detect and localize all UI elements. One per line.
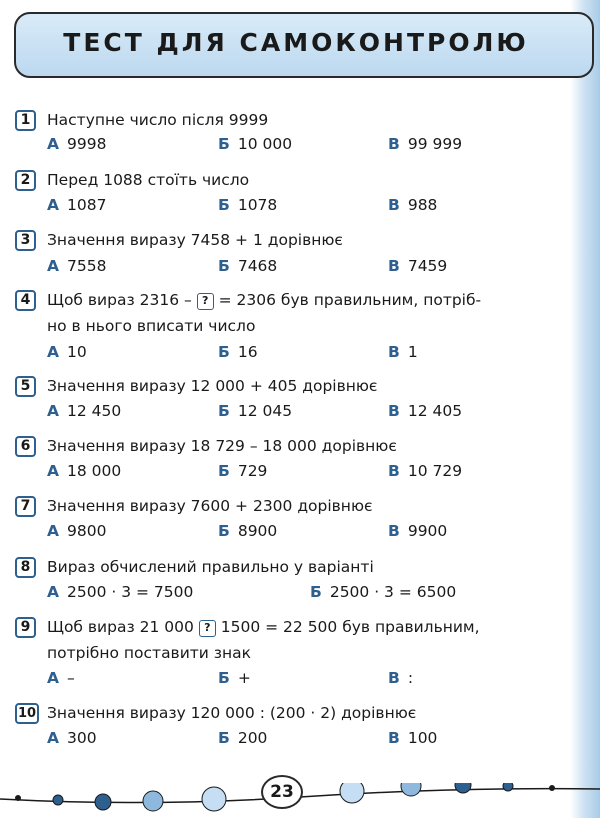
footer-dot bbox=[202, 787, 226, 811]
question-text bbox=[47, 287, 577, 339]
answer-value: + bbox=[237, 669, 251, 687]
answer-letter: Б bbox=[218, 522, 230, 540]
question-text-after: = 2306 був правильним, потріб- bbox=[218, 291, 482, 309]
answer-c[interactable] bbox=[388, 135, 462, 153]
answer-value: 9900 bbox=[407, 522, 448, 540]
question-text-before: Щоб вираз 2316 – bbox=[47, 291, 192, 309]
answer-letter: Б bbox=[310, 583, 322, 601]
answer-a[interactable] bbox=[47, 669, 75, 687]
footer-dot bbox=[401, 783, 421, 796]
question-text: Значення виразу 12 000 + 405 дорівнює bbox=[47, 377, 378, 395]
answer-value: 12 045 bbox=[237, 402, 293, 420]
answer-c[interactable] bbox=[388, 402, 462, 420]
answer-letter: Б bbox=[218, 196, 230, 214]
question-text: Вираз обчислений правильно у варіанті bbox=[47, 558, 374, 576]
answer-letter: Б bbox=[218, 729, 230, 747]
answer-value: 7558 bbox=[67, 257, 107, 275]
question-number: 9 bbox=[15, 617, 36, 638]
question-number: 5 bbox=[15, 376, 36, 397]
answer-letter: В bbox=[388, 196, 400, 214]
answer-letter: В bbox=[388, 669, 400, 687]
answer-value: 12 450 bbox=[67, 402, 122, 420]
answer-c[interactable] bbox=[388, 669, 413, 687]
answer-b[interactable] bbox=[218, 402, 292, 420]
question-number: 2 bbox=[15, 170, 36, 191]
title-banner bbox=[14, 12, 594, 78]
answer-value: 2500 · 3 = 7500 bbox=[67, 583, 194, 601]
answer-a[interactable] bbox=[47, 402, 121, 420]
answer-letter: А bbox=[47, 522, 59, 540]
missing-sign-box: ? bbox=[199, 620, 216, 637]
answer-c[interactable] bbox=[388, 522, 447, 540]
question-text: Наступне число після 9999 bbox=[47, 111, 269, 129]
answer-letter: В bbox=[388, 522, 400, 540]
footer-dot bbox=[143, 791, 163, 811]
question-text-line2: потрібно поставити знак bbox=[47, 644, 252, 662]
question-text-after: 1500 = 22 500 був правильним, bbox=[220, 618, 480, 636]
answer-letter: А bbox=[47, 196, 59, 214]
question-text-before: Щоб вираз 21 000 bbox=[47, 618, 194, 636]
answer-value: 7459 bbox=[407, 257, 448, 275]
answer-value: 10 000 bbox=[237, 135, 293, 153]
question-number: 10 bbox=[15, 703, 39, 724]
answer-b[interactable] bbox=[218, 343, 258, 361]
answer-b[interactable] bbox=[218, 669, 251, 687]
question-text: Значення виразу 18 729 – 18 000 дорівнює bbox=[47, 437, 397, 455]
answer-letter: А bbox=[47, 402, 59, 420]
answer-a[interactable] bbox=[47, 583, 193, 601]
answer-letter: Б bbox=[218, 402, 230, 420]
answer-value: : bbox=[407, 669, 414, 687]
answer-letter: Б bbox=[218, 669, 230, 687]
answer-a[interactable] bbox=[47, 522, 106, 540]
answer-value: 100 bbox=[407, 729, 438, 747]
answer-b[interactable] bbox=[218, 522, 277, 540]
answer-value: 9998 bbox=[67, 135, 107, 153]
footer-dot bbox=[340, 783, 364, 803]
answer-letter: В bbox=[388, 343, 400, 361]
answer-value: 988 bbox=[407, 196, 438, 214]
answer-b[interactable] bbox=[310, 583, 456, 601]
question-text: Перед 1088 стоїть число bbox=[47, 171, 250, 189]
answer-value: 10 729 bbox=[407, 462, 463, 480]
footer-dot bbox=[95, 794, 111, 810]
question-number: 8 bbox=[15, 557, 36, 578]
question-number: 4 bbox=[15, 290, 36, 311]
footer-dot bbox=[549, 785, 555, 791]
answer-letter: Б bbox=[218, 257, 230, 275]
answer-letter: Б bbox=[218, 135, 230, 153]
answer-value: 1 bbox=[407, 343, 418, 361]
question-text bbox=[47, 614, 577, 666]
answer-letter: А bbox=[47, 462, 59, 480]
answer-value: 8900 bbox=[237, 522, 278, 540]
answer-value: 1078 bbox=[237, 196, 278, 214]
answer-value: 2500 · 3 = 6500 bbox=[329, 583, 457, 601]
page-number: 23 bbox=[261, 775, 303, 809]
answer-value: 7468 bbox=[237, 257, 278, 275]
answer-letter: В bbox=[388, 729, 400, 747]
answer-letter: В bbox=[388, 462, 400, 480]
footer-dot bbox=[455, 783, 471, 793]
answer-value: 200 bbox=[237, 729, 268, 747]
answer-a[interactable] bbox=[47, 196, 106, 214]
answer-value: 10 bbox=[67, 343, 87, 361]
answer-letter: А bbox=[47, 669, 59, 687]
answer-value: 99 999 bbox=[407, 135, 463, 153]
answer-c[interactable] bbox=[388, 462, 462, 480]
answer-a[interactable] bbox=[47, 729, 97, 747]
answer-c[interactable] bbox=[388, 196, 437, 214]
footer-dot bbox=[53, 795, 63, 805]
answer-b[interactable] bbox=[218, 196, 277, 214]
answer-a[interactable] bbox=[47, 135, 106, 153]
answer-letter: А bbox=[47, 135, 59, 153]
page-title: ТЕСТ ДЛЯ САМОКОНТРОЛЮ bbox=[63, 28, 529, 57]
answer-c[interactable] bbox=[388, 343, 418, 361]
answer-b[interactable] bbox=[218, 135, 292, 153]
answer-value: 18 000 bbox=[67, 462, 122, 480]
answer-letter: А bbox=[47, 257, 59, 275]
answer-value: 300 bbox=[67, 729, 97, 747]
question-text-line2: но в нього вписати число bbox=[47, 317, 256, 335]
answer-letter: А bbox=[47, 583, 59, 601]
answer-letter: В bbox=[388, 135, 400, 153]
question-text: Значення виразу 7600 + 2300 дорівнює bbox=[47, 497, 373, 515]
answer-letter: А bbox=[47, 343, 59, 361]
question-text: Значення виразу 120 000 : (200 · 2) дорівнює bbox=[47, 704, 417, 722]
answer-value: 1087 bbox=[67, 196, 107, 214]
answer-letter: Б bbox=[218, 343, 230, 361]
answer-c[interactable] bbox=[388, 257, 447, 275]
question-text: Значення виразу 7458 + 1 дорівнює bbox=[47, 231, 343, 249]
answer-value: 16 bbox=[237, 343, 258, 361]
answer-value: – bbox=[67, 669, 75, 687]
question-number: 1 bbox=[15, 110, 36, 131]
answer-value: 9800 bbox=[67, 522, 107, 540]
question-number: 7 bbox=[15, 496, 36, 517]
answer-letter: А bbox=[47, 729, 59, 747]
answer-value: 12 405 bbox=[407, 402, 463, 420]
answer-letter: Б bbox=[218, 462, 230, 480]
footer-dot bbox=[15, 795, 21, 801]
answer-a[interactable] bbox=[47, 257, 106, 275]
question-number: 6 bbox=[15, 436, 36, 457]
answer-b[interactable] bbox=[218, 729, 267, 747]
answer-c[interactable] bbox=[388, 729, 437, 747]
answer-letter: В bbox=[388, 402, 400, 420]
question-number: 3 bbox=[15, 230, 36, 251]
answer-b[interactable] bbox=[218, 257, 277, 275]
answer-a[interactable] bbox=[47, 462, 121, 480]
missing-value-box: ? bbox=[197, 293, 214, 310]
answer-b[interactable] bbox=[218, 462, 267, 480]
footer-dot bbox=[503, 783, 513, 791]
answer-letter: В bbox=[388, 257, 400, 275]
answer-value: 729 bbox=[237, 462, 268, 480]
answer-a[interactable] bbox=[47, 343, 87, 361]
